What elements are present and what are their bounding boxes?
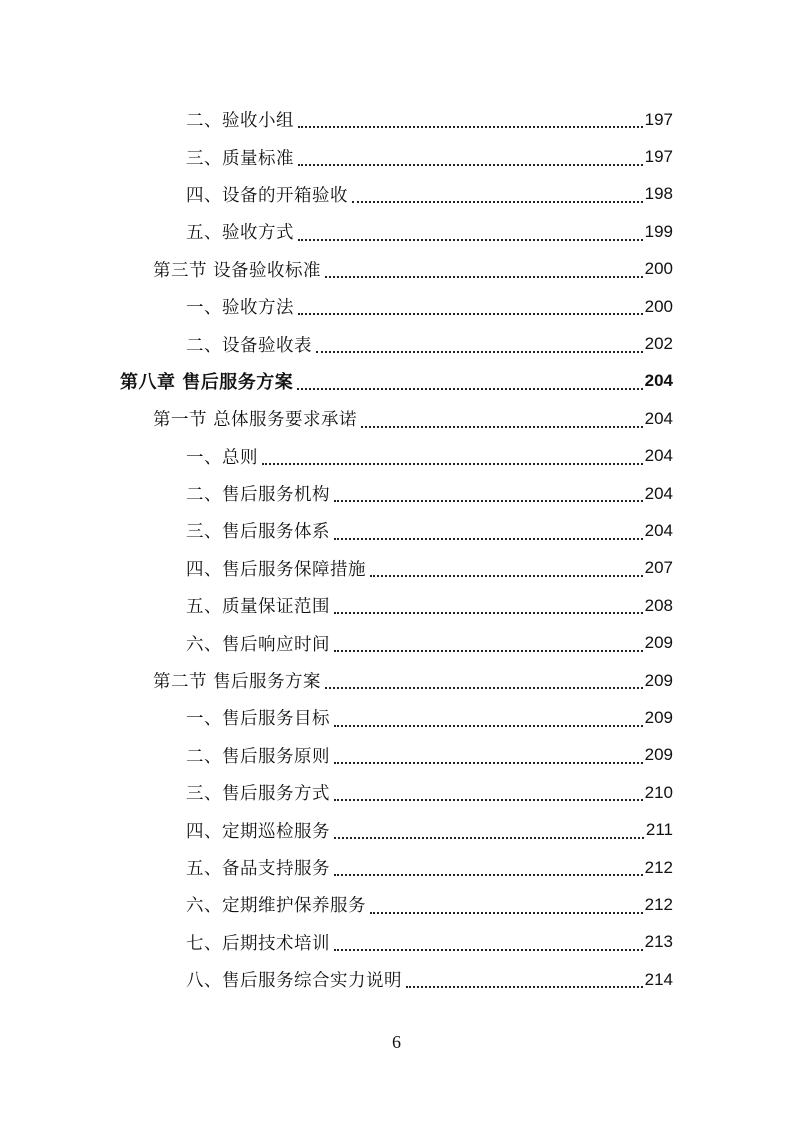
toc-dot-leader <box>352 201 643 203</box>
toc-dot-leader <box>316 351 643 353</box>
toc-subsection-entry[interactable] <box>0 811 793 848</box>
toc-entry-page-number: 199 <box>644 221 673 241</box>
toc-entry-page-number: 197 <box>644 109 673 129</box>
toc-entry-page-number: 208 <box>644 595 673 615</box>
toc-entry-page-number: 207 <box>644 558 673 578</box>
table-of-contents <box>0 101 793 998</box>
toc-entry-page-number: 204 <box>644 483 673 503</box>
toc-dot-leader <box>262 463 643 465</box>
toc-subsection-entry[interactable] <box>0 176 793 213</box>
toc-entry-page-number: 204 <box>644 371 673 391</box>
toc-subsection-entry[interactable] <box>0 961 793 998</box>
toc-subsection-entry[interactable] <box>0 550 793 587</box>
toc-entry-page-number: 209 <box>644 745 673 765</box>
toc-entry-title: 第三节 设备验收标准 <box>153 260 322 281</box>
toc-entry-title: 六、定期维护保养服务 <box>186 896 366 917</box>
toc-dot-leader <box>298 126 643 128</box>
toc-entry-title: 六、售后响应时间 <box>186 634 330 655</box>
toc-entry-title: 五、质量保证范围 <box>186 597 330 618</box>
toc-entry-title: 五、验收方式 <box>186 223 294 244</box>
toc-entry-title: 四、售后服务保障措施 <box>186 559 366 580</box>
toc-dot-leader <box>297 388 642 390</box>
toc-dot-leader <box>334 874 643 876</box>
toc-entry-page-number: 211 <box>645 820 673 840</box>
toc-dot-leader <box>334 799 643 801</box>
toc-entry-title: 第二节 售后服务方案 <box>153 672 322 693</box>
toc-subsection-entry[interactable] <box>0 737 793 774</box>
toc-dot-leader <box>298 239 643 241</box>
toc-dot-leader <box>334 612 643 614</box>
toc-entry-page-number: 209 <box>644 633 673 653</box>
toc-entry-title: 第一节 总体服务要求承诺 <box>153 410 358 431</box>
toc-dot-leader <box>334 500 643 502</box>
toc-entry-page-number: 202 <box>644 334 673 354</box>
toc-entry-page-number: 204 <box>644 520 673 540</box>
toc-section-entry[interactable] <box>0 662 793 699</box>
toc-entry-title: 二、验收小组 <box>186 111 294 132</box>
toc-dot-leader <box>406 986 643 988</box>
toc-entry-title: 三、售后服务方式 <box>186 784 330 805</box>
toc-entry-title: 三、售后服务体系 <box>186 522 330 543</box>
toc-entry-title: 二、设备验收表 <box>186 335 312 356</box>
toc-subsection-entry[interactable] <box>0 774 793 811</box>
toc-dot-leader <box>325 276 643 278</box>
toc-entry-page-number: 204 <box>644 408 673 428</box>
toc-subsection-entry[interactable] <box>0 924 793 961</box>
toc-entry-page-number: 212 <box>644 857 673 877</box>
toc-entry-title: 二、售后服务机构 <box>186 485 330 506</box>
toc-entry-page-number: 210 <box>644 782 673 802</box>
toc-entry-page-number: 198 <box>644 184 673 204</box>
toc-entry-title: 七、后期技术培训 <box>186 933 330 954</box>
toc-section-entry[interactable] <box>0 400 793 437</box>
toc-chapter-entry[interactable] <box>0 363 793 400</box>
toc-entry-page-number: 197 <box>644 147 673 167</box>
toc-dot-leader <box>334 762 643 764</box>
toc-subsection-entry[interactable] <box>0 624 793 661</box>
toc-entry-page-number: 204 <box>644 446 673 466</box>
toc-subsection-entry[interactable] <box>0 699 793 736</box>
toc-entry-title: 一、售后服务目标 <box>186 709 330 730</box>
toc-entry-page-number: 200 <box>644 296 673 316</box>
toc-entry-title: 五、备品支持服务 <box>186 859 330 879</box>
toc-entry-page-number: 209 <box>644 670 673 690</box>
toc-entry-title: 一、总则 <box>186 447 258 468</box>
toc-entry-title: 一、验收方法 <box>186 298 294 319</box>
toc-subsection-entry[interactable] <box>0 849 793 886</box>
toc-subsection-entry[interactable] <box>0 325 793 362</box>
page-number: 6 <box>392 1032 401 1052</box>
toc-dot-leader <box>334 949 643 951</box>
toc-dot-leader <box>334 725 643 727</box>
toc-entry-page-number: 209 <box>644 707 673 727</box>
toc-dot-leader <box>370 912 643 914</box>
toc-subsection-entry[interactable] <box>0 213 793 250</box>
toc-entry-title: 八、售后服务综合实力说明 <box>186 971 402 992</box>
toc-dot-leader <box>298 313 643 315</box>
toc-dot-leader <box>361 426 643 428</box>
toc-entry-title: 四、设备的开箱验收 <box>186 185 348 206</box>
toc-dot-leader <box>370 575 643 577</box>
toc-dot-leader <box>334 538 643 540</box>
toc-subsection-entry[interactable] <box>0 475 793 512</box>
toc-entry-title: 四、定期巡检服务 <box>186 821 330 842</box>
toc-entry-title: 二、售后服务原则 <box>186 746 330 767</box>
toc-subsection-entry[interactable] <box>0 138 793 175</box>
toc-section-entry[interactable] <box>0 251 793 288</box>
toc-entry-page-number: 200 <box>644 259 673 279</box>
toc-subsection-entry[interactable] <box>0 512 793 549</box>
toc-entry-title: 三、质量标准 <box>186 148 294 169</box>
toc-subsection-entry[interactable] <box>0 101 793 138</box>
toc-dot-leader <box>298 164 643 166</box>
toc-dot-leader <box>334 650 643 652</box>
toc-subsection-entry[interactable] <box>0 438 793 475</box>
toc-subsection-entry[interactable] <box>0 886 793 923</box>
toc-dot-leader <box>325 687 643 689</box>
toc-entry-page-number: 212 <box>644 894 673 914</box>
toc-subsection-entry[interactable] <box>0 288 793 325</box>
toc-entry-title: 第八章 售后服务方案 <box>120 372 294 394</box>
toc-dot-leader <box>334 837 644 839</box>
toc-entry-page-number: 214 <box>644 969 673 989</box>
toc-entry-page-number: 213 <box>644 932 673 952</box>
toc-subsection-entry[interactable] <box>0 587 793 624</box>
